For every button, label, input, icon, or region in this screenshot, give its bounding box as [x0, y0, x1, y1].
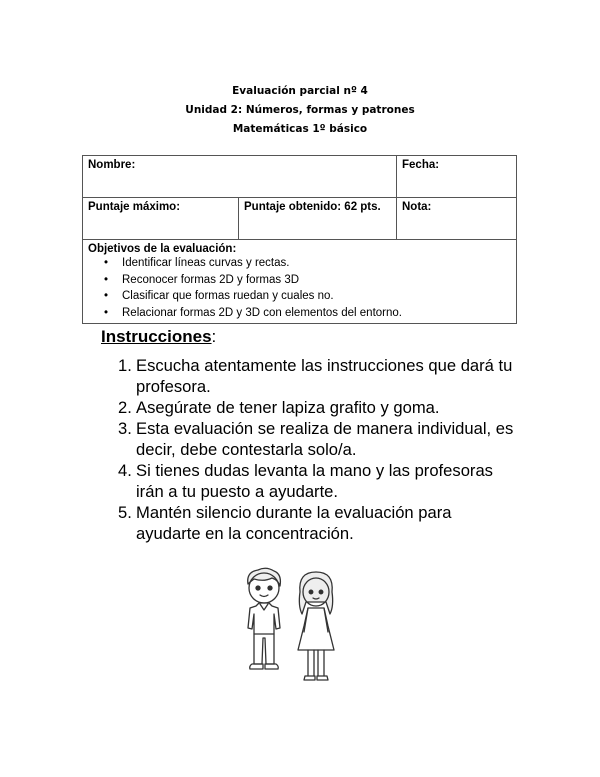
instruction-item	[118, 397, 518, 418]
date-field[interactable]: Fecha:	[397, 156, 517, 198]
instruction-item	[118, 460, 518, 502]
subject-title: Matemáticas 1º básico	[232, 123, 368, 135]
instruction-item	[118, 418, 518, 460]
instruction-number: 4.	[118, 461, 132, 480]
objectives-title: Objetivos de la evaluación:	[88, 243, 237, 255]
objective-item: • Clasificar que formas ruedan y cuales no.	[122, 288, 511, 305]
student-info-table	[82, 155, 517, 324]
instruction-item	[118, 355, 518, 397]
boy-drawing	[248, 568, 281, 669]
instruction-item	[118, 502, 518, 544]
max-score-field[interactable]: Puntaje máximo:	[83, 198, 239, 240]
instructions-title: Instrucciones	[101, 327, 212, 346]
instruction-number: 3.	[118, 419, 132, 438]
children-illustration	[236, 566, 356, 688]
instruction-text: Mantén silencio durante la evaluación para ayudarte en la concentración.	[136, 503, 452, 543]
instructions-list	[118, 355, 518, 544]
instruction-number: 2.	[118, 398, 132, 417]
objectives-cell	[83, 240, 517, 324]
instruction-text: Esta evaluación se realiza de manera individual, es decir, debe contestarla solo/a.	[136, 419, 514, 459]
instruction-number: 5.	[118, 503, 132, 522]
girl-drawing	[298, 572, 334, 680]
objective-item: • Relacionar formas 2D y 3D con elementos del entorno.	[122, 305, 511, 322]
instruction-text: Escucha atentamente las instrucciones que dará tu profesora.	[136, 356, 513, 396]
objective-item: • Identificar líneas curvas y rectas.	[122, 255, 511, 272]
document-header	[0, 82, 600, 139]
instructions-heading	[101, 327, 216, 347]
obtained-score-field[interactable]: Puntaje obtenido: 62 pts.	[239, 198, 397, 240]
instruction-text: Si tienes dudas levanta la mano y las profesoras irán a tu puesto a ayudarte.	[136, 461, 493, 501]
name-field[interactable]: Nombre:	[83, 156, 397, 198]
instruction-text: Asegúrate de tener lapiza grafito y goma.	[136, 398, 440, 417]
objectives-list	[88, 255, 511, 321]
instruction-number: 1.	[118, 356, 132, 375]
instructions-colon: :	[211, 327, 217, 346]
grade-field[interactable]: Nota:	[397, 198, 517, 240]
unit-title: Unidad 2: Números, formas y patrones	[185, 104, 415, 116]
objective-item: • Reconocer formas 2D y formas 3D	[122, 272, 511, 289]
exam-title: Evaluación parcial nº 4	[232, 85, 368, 97]
